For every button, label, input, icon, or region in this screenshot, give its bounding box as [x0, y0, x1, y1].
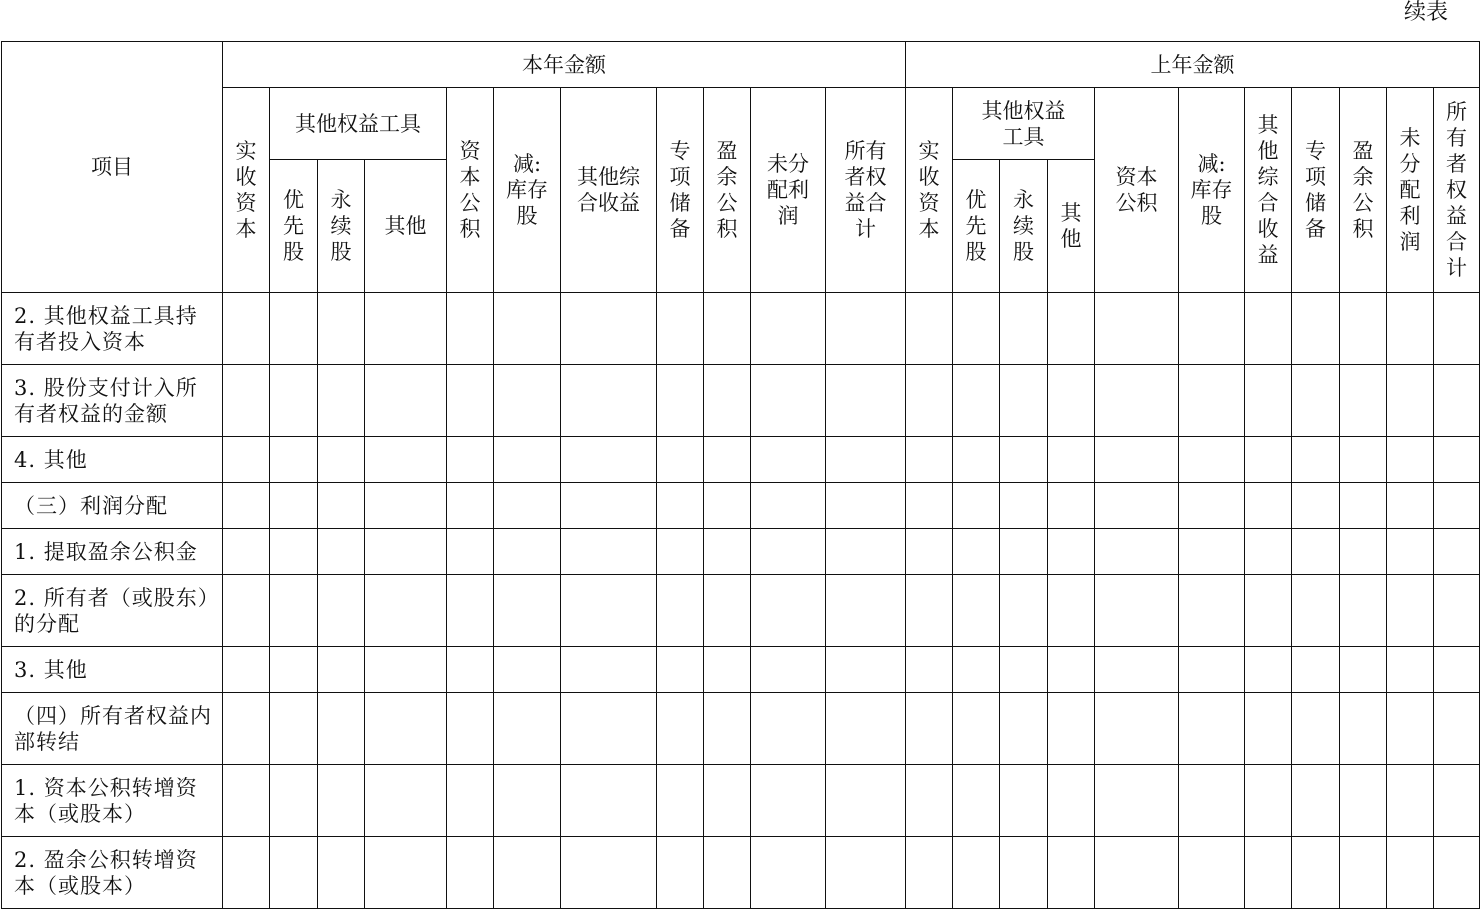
amount-cell[interactable] — [1179, 437, 1245, 483]
continued-label: 续表 — [1404, 0, 1449, 25]
amount-cell[interactable] — [223, 837, 270, 909]
amount-cell[interactable] — [365, 693, 447, 765]
amount-cell[interactable] — [318, 483, 365, 529]
amount-cell[interactable] — [1048, 529, 1095, 575]
amount-cell[interactable] — [223, 437, 270, 483]
pri-other-instr-header: 其他 — [1048, 160, 1095, 293]
equity-change-table — [1, 41, 1480, 909]
amount-cell[interactable] — [447, 293, 494, 365]
amount-cell[interactable] — [751, 647, 826, 693]
amount-cell[interactable] — [365, 437, 447, 483]
amount-cell[interactable] — [1048, 647, 1095, 693]
amount-cell[interactable] — [318, 837, 365, 909]
amount-cell[interactable] — [953, 293, 1000, 365]
amount-cell[interactable] — [561, 575, 657, 647]
amount-cell[interactable] — [494, 693, 561, 765]
amount-cell[interactable] — [365, 293, 447, 365]
amount-cell[interactable] — [751, 765, 826, 837]
amount-cell[interactable] — [1048, 365, 1095, 437]
cur-capital-reserve-header: 资本公积 — [447, 88, 494, 293]
table-row — [2, 483, 1480, 529]
amount-cell[interactable] — [1095, 529, 1179, 575]
amount-cell[interactable] — [826, 437, 906, 483]
amount-cell[interactable] — [1292, 693, 1340, 765]
amount-cell[interactable] — [1292, 437, 1340, 483]
amount-cell[interactable] — [1095, 483, 1179, 529]
table-row — [2, 693, 1480, 765]
amount-cell[interactable] — [1179, 837, 1245, 909]
amount-cell[interactable] — [1245, 529, 1292, 575]
amount-cell[interactable] — [447, 483, 494, 529]
amount-cell[interactable] — [704, 293, 751, 365]
amount-cell[interactable] — [318, 647, 365, 693]
table-row — [2, 293, 1480, 365]
amount-cell[interactable] — [826, 647, 906, 693]
amount-cell[interactable] — [751, 365, 826, 437]
header-row-1 — [2, 42, 1480, 88]
amount-cell[interactable] — [1387, 647, 1434, 693]
amount-cell[interactable] — [1387, 293, 1434, 365]
amount-cell[interactable] — [270, 575, 318, 647]
amount-cell[interactable] — [704, 647, 751, 693]
amount-cell[interactable] — [751, 837, 826, 909]
pri-capital-reserve-header: 资本公积 — [1095, 88, 1179, 293]
amount-cell[interactable] — [494, 293, 561, 365]
table-row — [2, 837, 1480, 909]
amount-cell[interactable] — [953, 483, 1000, 529]
cur-undistributed-profit-header: 未分配利润 — [751, 88, 826, 293]
amount-cell[interactable] — [1179, 529, 1245, 575]
amount-cell[interactable] — [751, 529, 826, 575]
amount-cell[interactable] — [1387, 765, 1434, 837]
amount-cell[interactable] — [223, 483, 270, 529]
amount-cell[interactable] — [1434, 529, 1480, 575]
amount-cell[interactable] — [1245, 647, 1292, 693]
amount-cell[interactable] — [223, 293, 270, 365]
amount-cell[interactable] — [1292, 765, 1340, 837]
amount-cell[interactable] — [494, 837, 561, 909]
cur-surplus-reserve-header: 盈余公积 — [704, 88, 751, 293]
amount-cell[interactable] — [447, 575, 494, 647]
current-year-header: 本年金额 — [223, 42, 906, 88]
row-label: （四）所有者权益内部转结 — [2, 693, 223, 765]
amount-cell[interactable] — [270, 647, 318, 693]
amount-cell[interactable] — [1340, 437, 1387, 483]
amount-cell[interactable] — [561, 437, 657, 483]
amount-cell[interactable] — [447, 693, 494, 765]
amount-cell[interactable] — [1387, 837, 1434, 909]
amount-cell[interactable] — [1245, 365, 1292, 437]
amount-cell[interactable] — [561, 529, 657, 575]
amount-cell[interactable] — [826, 293, 906, 365]
amount-cell[interactable] — [953, 437, 1000, 483]
amount-cell[interactable] — [561, 483, 657, 529]
amount-cell[interactable] — [704, 437, 751, 483]
amount-cell[interactable] — [657, 293, 704, 365]
amount-cell[interactable] — [223, 693, 270, 765]
amount-cell[interactable] — [494, 647, 561, 693]
amount-cell[interactable] — [447, 437, 494, 483]
amount-cell[interactable] — [365, 483, 447, 529]
pri-total-equity-header: 所有者权益合计 — [1434, 88, 1480, 293]
amount-cell[interactable] — [447, 529, 494, 575]
amount-cell[interactable] — [318, 693, 365, 765]
amount-cell[interactable] — [657, 765, 704, 837]
amount-cell[interactable] — [270, 693, 318, 765]
table-row — [2, 365, 1480, 437]
amount-cell[interactable] — [906, 693, 953, 765]
amount-cell[interactable] — [826, 365, 906, 437]
amount-cell[interactable] — [1095, 293, 1179, 365]
amount-cell[interactable] — [270, 765, 318, 837]
amount-cell[interactable] — [1245, 483, 1292, 529]
cur-oci-header: 其他综合收益 — [561, 88, 657, 293]
amount-cell[interactable] — [704, 693, 751, 765]
amount-cell[interactable] — [1095, 575, 1179, 647]
amount-cell[interactable] — [223, 765, 270, 837]
amount-cell[interactable] — [1048, 293, 1095, 365]
amount-cell[interactable] — [704, 837, 751, 909]
amount-cell[interactable] — [1048, 765, 1095, 837]
amount-cell[interactable] — [1000, 765, 1048, 837]
amount-cell[interactable] — [1000, 529, 1048, 575]
amount-cell[interactable] — [561, 837, 657, 909]
cur-treasury-stock-header: 减:库存股 — [494, 88, 561, 293]
amount-cell[interactable] — [906, 647, 953, 693]
amount-cell[interactable] — [447, 837, 494, 909]
amount-cell[interactable] — [1292, 365, 1340, 437]
amount-cell[interactable] — [826, 529, 906, 575]
row-label: 1. 资本公积转增资本（或股本） — [2, 765, 223, 837]
table-row — [2, 575, 1480, 647]
amount-cell[interactable] — [1000, 483, 1048, 529]
row-label: 2. 盈余公积转增资本（或股本） — [2, 837, 223, 909]
amount-cell[interactable] — [1434, 483, 1480, 529]
cur-other-equity-instruments-header: 其他权益工具 — [270, 88, 447, 160]
header-row-2 — [2, 88, 1480, 160]
amount-cell[interactable] — [826, 575, 906, 647]
amount-cell[interactable] — [1434, 293, 1480, 365]
cur-preferred-stock-header: 优先股 — [270, 160, 318, 293]
amount-cell[interactable] — [1292, 837, 1340, 909]
amount-cell[interactable] — [826, 837, 906, 909]
amount-cell[interactable] — [657, 575, 704, 647]
amount-cell[interactable] — [494, 575, 561, 647]
amount-cell[interactable] — [365, 529, 447, 575]
table-row — [2, 647, 1480, 693]
amount-cell[interactable] — [751, 437, 826, 483]
amount-cell[interactable] — [270, 837, 318, 909]
amount-cell[interactable] — [1048, 837, 1095, 909]
pri-oci-header: 其他综合收益 — [1245, 88, 1292, 293]
amount-cell[interactable] — [1340, 575, 1387, 647]
amount-cell[interactable] — [1179, 693, 1245, 765]
amount-cell[interactable] — [318, 293, 365, 365]
amount-cell[interactable] — [270, 529, 318, 575]
amount-cell[interactable] — [953, 647, 1000, 693]
amount-cell[interactable] — [1245, 575, 1292, 647]
amount-cell[interactable] — [826, 483, 906, 529]
amount-cell[interactable] — [318, 765, 365, 837]
amount-cell[interactable] — [318, 529, 365, 575]
amount-cell[interactable] — [270, 437, 318, 483]
amount-cell[interactable] — [906, 575, 953, 647]
amount-cell[interactable] — [223, 365, 270, 437]
amount-cell[interactable] — [365, 365, 447, 437]
amount-cell[interactable] — [953, 693, 1000, 765]
amount-cell[interactable] — [1048, 437, 1095, 483]
amount-cell[interactable] — [1179, 293, 1245, 365]
pri-paid-in-capital-header: 实收资本 — [906, 88, 953, 293]
item-header: 项目 — [2, 42, 223, 293]
amount-cell[interactable] — [1000, 437, 1048, 483]
cur-paid-in-capital-header: 实收资本 — [223, 88, 270, 293]
amount-cell[interactable] — [1000, 575, 1048, 647]
amount-cell[interactable] — [953, 765, 1000, 837]
amount-cell[interactable] — [751, 693, 826, 765]
amount-cell[interactable] — [1095, 437, 1179, 483]
cur-total-equity-header: 所有者权益合计 — [826, 88, 906, 293]
amount-cell[interactable] — [561, 647, 657, 693]
amount-cell[interactable] — [494, 483, 561, 529]
amount-cell[interactable] — [704, 575, 751, 647]
amount-cell[interactable] — [1434, 437, 1480, 483]
amount-cell[interactable] — [1048, 575, 1095, 647]
amount-cell[interactable] — [1340, 693, 1387, 765]
amount-cell[interactable] — [1387, 365, 1434, 437]
amount-cell[interactable] — [223, 647, 270, 693]
amount-cell[interactable] — [1340, 765, 1387, 837]
amount-cell[interactable] — [953, 529, 1000, 575]
amount-cell[interactable] — [365, 575, 447, 647]
amount-cell[interactable] — [1000, 693, 1048, 765]
amount-cell[interactable] — [1179, 765, 1245, 837]
amount-cell[interactable] — [704, 365, 751, 437]
amount-cell[interactable] — [1340, 483, 1387, 529]
table-row — [2, 765, 1480, 837]
amount-cell[interactable] — [906, 483, 953, 529]
amount-cell[interactable] — [1292, 483, 1340, 529]
table-body — [2, 293, 1480, 909]
row-label: 4. 其他 — [2, 437, 223, 483]
amount-cell[interactable] — [1387, 529, 1434, 575]
amount-cell[interactable] — [906, 293, 953, 365]
amount-cell[interactable] — [561, 365, 657, 437]
pri-treasury-stock-header: 减:库存股 — [1179, 88, 1245, 293]
row-label: 2. 所有者（或股东）的分配 — [2, 575, 223, 647]
amount-cell[interactable] — [906, 765, 953, 837]
amount-cell[interactable] — [953, 365, 1000, 437]
amount-cell[interactable] — [657, 437, 704, 483]
amount-cell[interactable] — [1292, 293, 1340, 365]
row-label: 3. 其他 — [2, 647, 223, 693]
amount-cell[interactable] — [1340, 293, 1387, 365]
amount-cell[interactable] — [1434, 693, 1480, 765]
amount-cell[interactable] — [1434, 647, 1480, 693]
amount-cell[interactable] — [1095, 365, 1179, 437]
amount-cell[interactable] — [447, 765, 494, 837]
amount-cell[interactable] — [657, 647, 704, 693]
amount-cell[interactable] — [751, 483, 826, 529]
pri-special-reserve-header: 专项储备 — [1292, 88, 1340, 293]
amount-cell[interactable] — [657, 837, 704, 909]
amount-cell[interactable] — [1095, 765, 1179, 837]
amount-cell[interactable] — [318, 365, 365, 437]
row-label: 1. 提取盈余公积金 — [2, 529, 223, 575]
amount-cell[interactable] — [1292, 575, 1340, 647]
amount-cell[interactable] — [906, 837, 953, 909]
amount-cell[interactable] — [561, 765, 657, 837]
amount-cell[interactable] — [1000, 837, 1048, 909]
pri-surplus-reserve-header: 盈余公积 — [1340, 88, 1387, 293]
amount-cell[interactable] — [318, 575, 365, 647]
amount-cell[interactable] — [318, 437, 365, 483]
amount-cell[interactable] — [270, 293, 318, 365]
amount-cell[interactable] — [657, 529, 704, 575]
amount-cell[interactable] — [1434, 365, 1480, 437]
amount-cell[interactable] — [1292, 647, 1340, 693]
amount-cell[interactable] — [561, 293, 657, 365]
amount-cell[interactable] — [1179, 483, 1245, 529]
amount-cell[interactable] — [1179, 365, 1245, 437]
amount-cell[interactable] — [365, 647, 447, 693]
amount-cell[interactable] — [1000, 647, 1048, 693]
amount-cell[interactable] — [1292, 529, 1340, 575]
amount-cell[interactable] — [953, 837, 1000, 909]
cur-other-instr-header: 其他 — [365, 160, 447, 293]
amount-cell[interactable] — [1387, 437, 1434, 483]
amount-cell[interactable] — [1245, 293, 1292, 365]
amount-cell[interactable] — [1245, 437, 1292, 483]
pri-preferred-stock-header: 优先股 — [953, 160, 1000, 293]
amount-cell[interactable] — [1434, 837, 1480, 909]
amount-cell[interactable] — [704, 765, 751, 837]
amount-cell[interactable] — [447, 647, 494, 693]
amount-cell[interactable] — [704, 529, 751, 575]
amount-cell[interactable] — [826, 765, 906, 837]
amount-cell[interactable] — [906, 365, 953, 437]
table-row — [2, 529, 1480, 575]
amount-cell[interactable] — [1048, 483, 1095, 529]
amount-cell[interactable] — [494, 437, 561, 483]
amount-cell[interactable] — [1179, 575, 1245, 647]
amount-cell[interactable] — [657, 365, 704, 437]
pri-other-equity-instruments-header: 其他权益工具 — [953, 88, 1095, 160]
amount-cell[interactable] — [1245, 693, 1292, 765]
amount-cell[interactable] — [1245, 837, 1292, 909]
amount-cell[interactable] — [270, 365, 318, 437]
amount-cell[interactable] — [751, 293, 826, 365]
amount-cell[interactable] — [270, 483, 318, 529]
amount-cell[interactable] — [906, 529, 953, 575]
cur-perpetual-bonds-header: 永续股 — [318, 160, 365, 293]
amount-cell[interactable] — [657, 483, 704, 529]
amount-cell[interactable] — [365, 765, 447, 837]
amount-cell[interactable] — [1340, 647, 1387, 693]
amount-cell[interactable] — [1179, 647, 1245, 693]
amount-cell[interactable] — [953, 575, 1000, 647]
amount-cell[interactable] — [1095, 837, 1179, 909]
amount-cell[interactable] — [1340, 529, 1387, 575]
prior-year-header: 上年金额 — [906, 42, 1480, 88]
amount-cell[interactable] — [365, 837, 447, 909]
table-row — [2, 437, 1480, 483]
amount-cell[interactable] — [1048, 693, 1095, 765]
amount-cell[interactable] — [906, 437, 953, 483]
pri-undistributed-profit-header: 未分配利润 — [1387, 88, 1434, 293]
pri-perpetual-bonds-header: 永续股 — [1000, 160, 1048, 293]
row-label: 3. 股份支付计入所有者权益的金额 — [2, 365, 223, 437]
amount-cell[interactable] — [223, 529, 270, 575]
amount-cell[interactable] — [1434, 575, 1480, 647]
amount-cell[interactable] — [494, 365, 561, 437]
amount-cell[interactable] — [751, 575, 826, 647]
cur-special-reserve-header: 专项储备 — [657, 88, 704, 293]
amount-cell[interactable] — [447, 365, 494, 437]
amount-cell[interactable] — [1000, 365, 1048, 437]
amount-cell[interactable] — [657, 693, 704, 765]
amount-cell[interactable] — [1387, 693, 1434, 765]
amount-cell[interactable] — [1245, 765, 1292, 837]
amount-cell[interactable] — [704, 483, 751, 529]
amount-cell[interactable] — [494, 765, 561, 837]
amount-cell[interactable] — [1000, 293, 1048, 365]
amount-cell[interactable] — [826, 693, 906, 765]
amount-cell[interactable] — [1095, 647, 1179, 693]
amount-cell[interactable] — [1387, 575, 1434, 647]
amount-cell[interactable] — [561, 693, 657, 765]
amount-cell[interactable] — [223, 575, 270, 647]
row-label: （三）利润分配 — [2, 483, 223, 529]
amount-cell[interactable] — [1095, 693, 1179, 765]
amount-cell[interactable] — [494, 529, 561, 575]
amount-cell[interactable] — [1340, 837, 1387, 909]
amount-cell[interactable] — [1434, 765, 1480, 837]
amount-cell[interactable] — [1387, 483, 1434, 529]
row-label: 2. 其他权益工具持有者投入资本 — [2, 293, 223, 365]
amount-cell[interactable] — [1340, 365, 1387, 437]
